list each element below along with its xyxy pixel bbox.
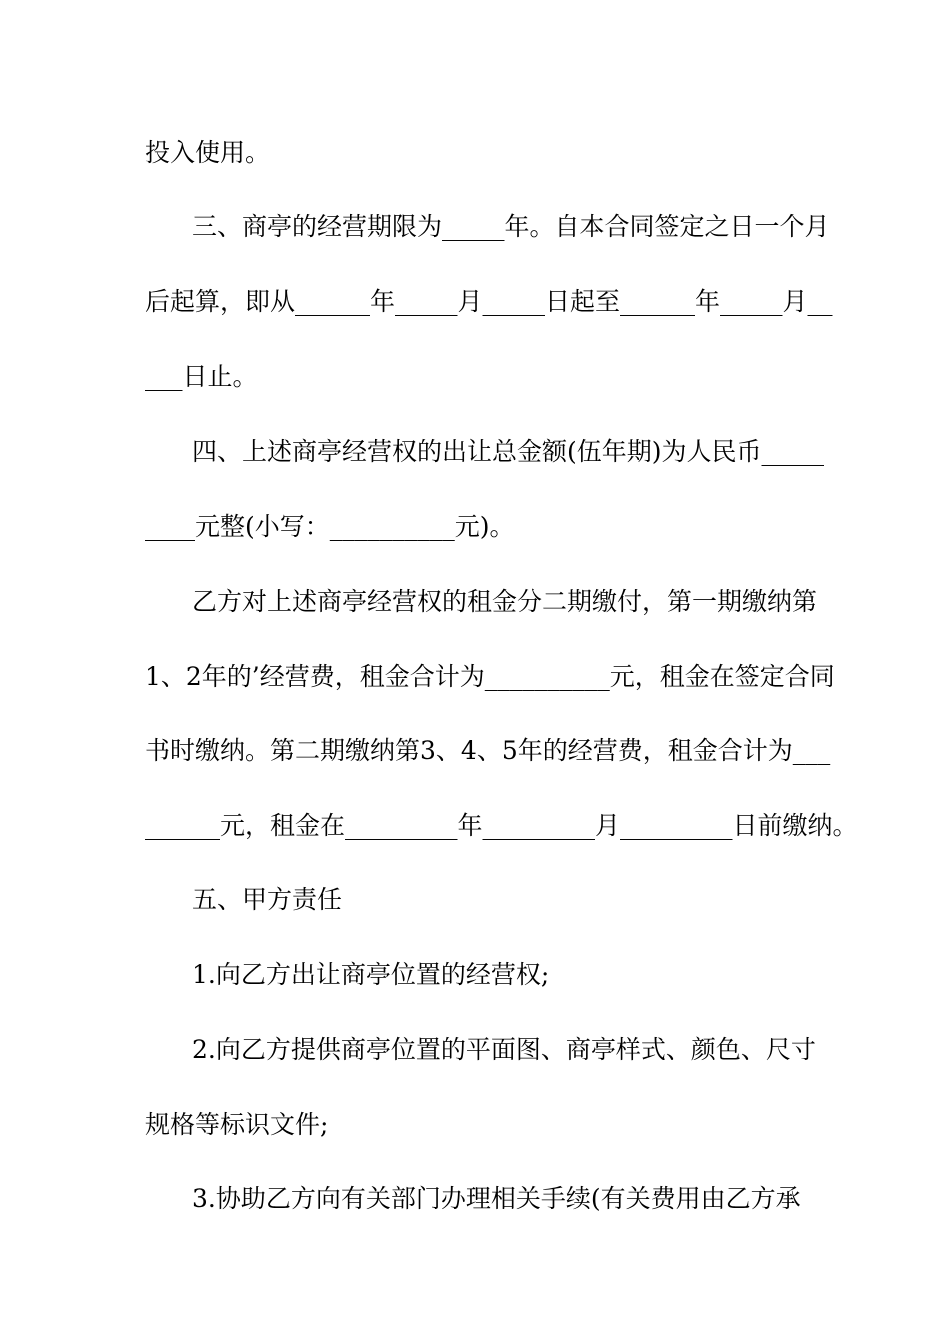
paragraph-total-amount: 四、上述商亭经营权的出让总金额(伍年期)为人民币_____ (192, 437, 825, 466)
text-line: ______元，租金在_________年_________月_________日前缴纳。 (145, 811, 858, 840)
text-line: 1、2年的’经营费，租金合计为__________元，租金在签定合同 (145, 662, 835, 691)
list-item: 1.向乙方出让商亭位置的经营权; (192, 960, 550, 989)
paragraph-payment: 乙方对上述商亭经营权的租金分二期缴付，第一期缴纳第 (192, 587, 818, 616)
text-line: 投入使用。 (145, 138, 271, 167)
text-line: 后起算，即从______年_____月_____日起至______年_____月__ (145, 287, 833, 316)
text-line: ____元整(小写：__________元)。 (145, 512, 515, 541)
paragraph-term-period: 三、商亭的经营期限为_____年。自本合同签定之日一个月 (192, 212, 830, 241)
text-line: 书时缴纳。第二期缴纳第3、4、5年的经营费，租金合计为___ (145, 736, 831, 765)
text-line: ___日止。 (145, 362, 258, 391)
list-item: 3.协助乙方向有关部门办理相关手续(有关费用由乙方承 (192, 1184, 801, 1213)
list-item: 2.向乙方提供商亭位置的平面图、商亭样式、颜色、尺寸 (192, 1035, 816, 1064)
text-line: 规格等标识文件; (145, 1110, 329, 1139)
section-heading-party-a: 五、甲方责任 (192, 885, 343, 914)
